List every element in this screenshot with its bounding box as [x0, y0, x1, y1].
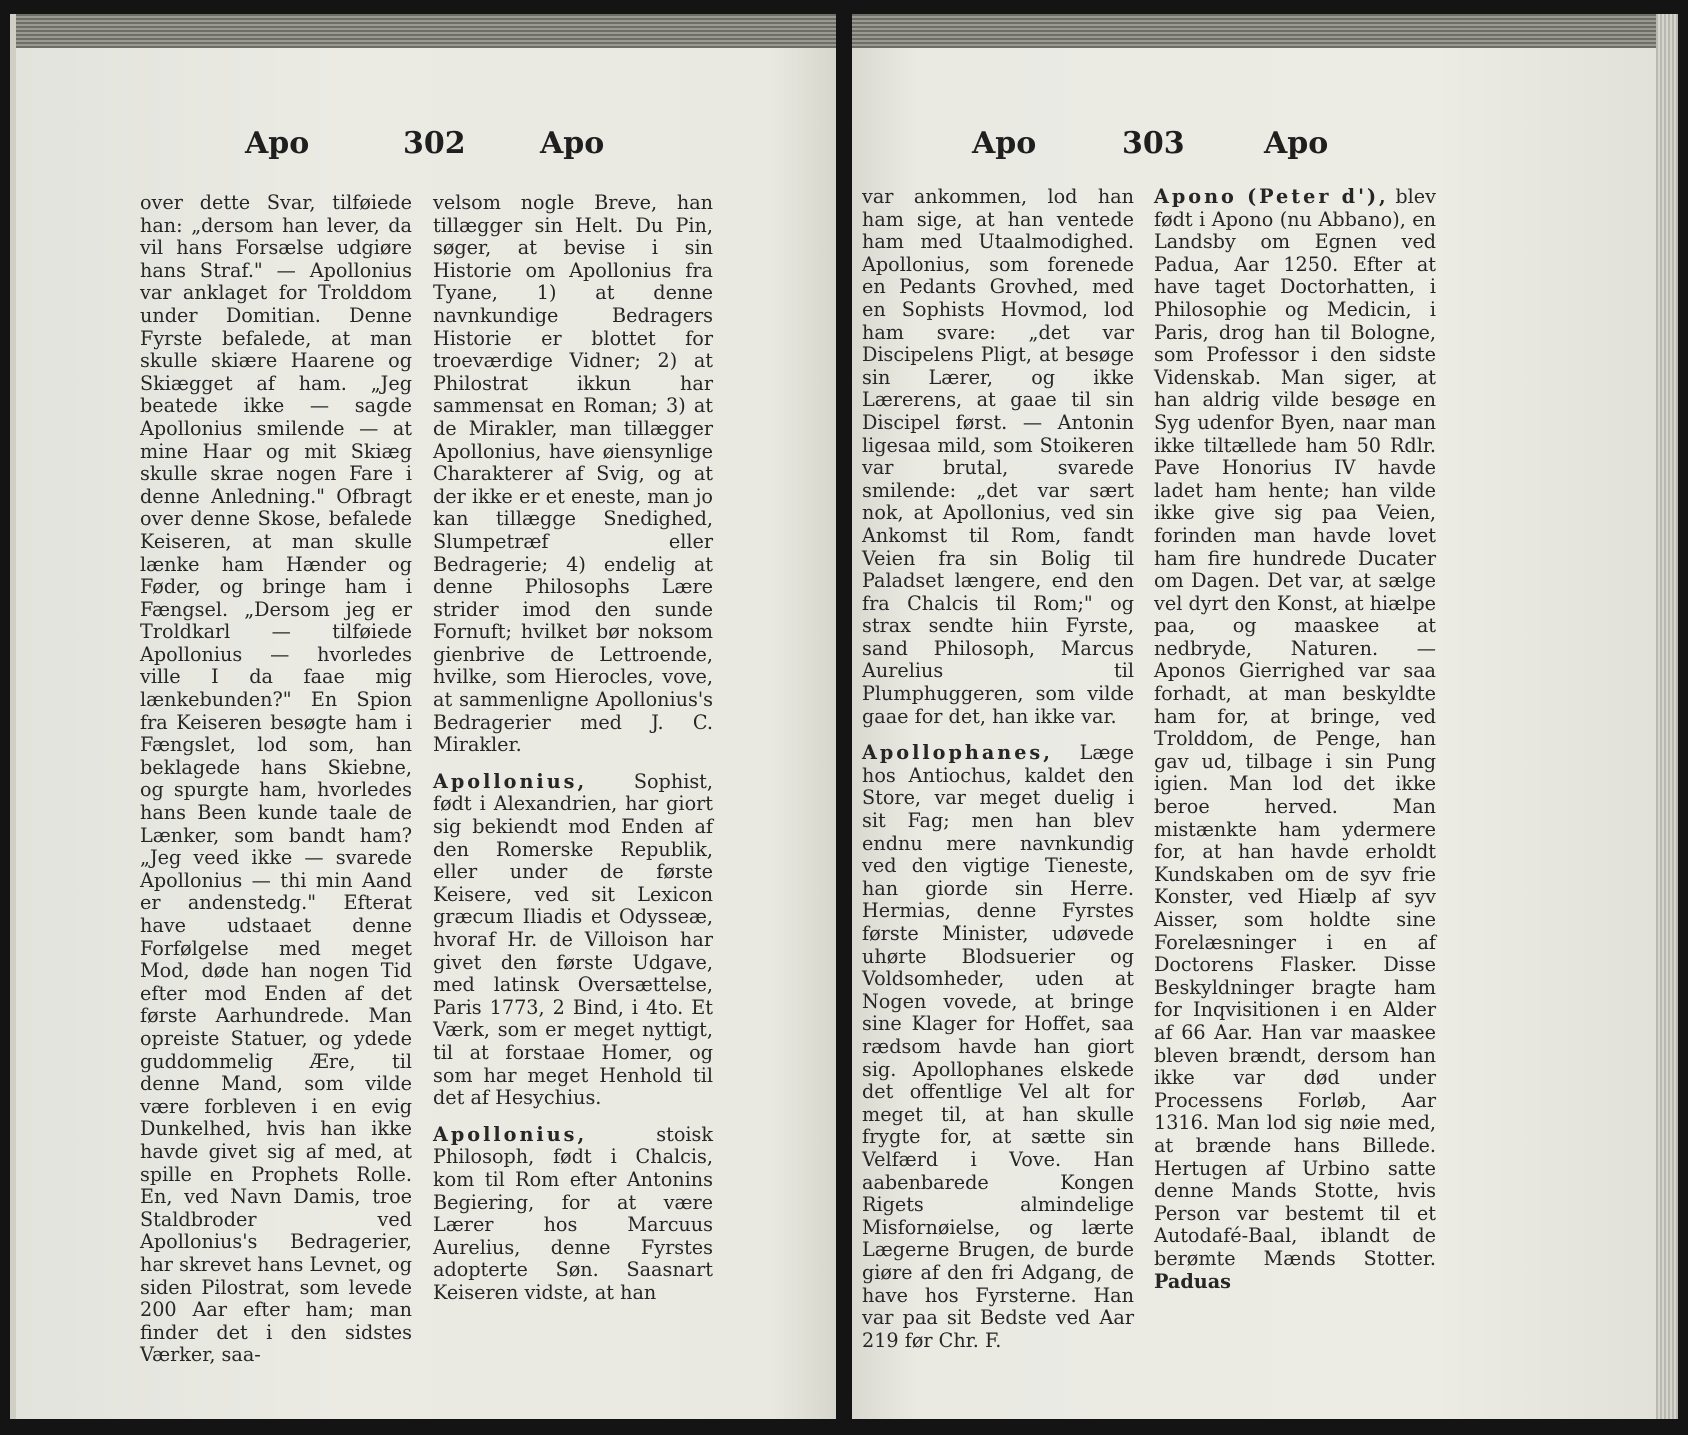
paragraph: var ankommen, lod han ham sige, at han ventede ham med Utaalmodighed. Apollonius, som forenede en Pedants Grovhed, med en Sophists Hovmod, lod ham svare: „det var Discipelens Pligt, at besøge sin Lærer, og ikke Lærerens, at gaae til sin Discipel først. — Antonin ligesaa mild, som Stoikeren var brutal, svarede smilende: „det var sært nok, at Apollonius, ved sin Ankomst til Rom, fandt Veien fra sin Bolig til Paladset længere, end den fra Chalcis til Rom;" og strax sendte hiin Fyrste, sand Philosoph, Marcus Aurelius til Plumphuggeren, som vilde gaae for det, han ikke var. — [862, 185, 1134, 728]
text-column-left — [140, 192, 412, 1381]
page-edge-side — [10, 14, 16, 1419]
entry-body: blev født i Apono (nu Abbano), en Landsby om Egnen ved Padua, Aar 1250. Efter at have taget Doctorhatten, i Philosophie og Medicin, i Paris, drog han til Bologne, som Professor i den sidste Videnskab. Man siger, at han aldrig vilde besøge en Syg udenfor Byen, naar man ikke tiltællede ham 50 Rdlr. Pave Honorius IV havde ladet ham hente; han vilde ikke give sig paa Veien, forinden man havde lovet ham fire hundrede Ducater om Dagen. Det var, at sælge vel dyrt den Konst, at hiælpe paa, og maaskee at nedbryde, Naturen. — Aponos Gierrighed var saa forhadt, at man beskyldte ham for, at bringe, ved Trolddom, de Penge, han gav ud, tilbage i sin Pung igien. Man lod det ikke beroe herved. Man mistænkte ham ydermere for, at han havde erholdt Kundskaben om de syv frie Konster, ved Hiælp af syv Aisser, som holdte sine Forelæsninger i en af Doctorens Flasker. Disse Beskyldninger bragte ham for Inqvisitionen i en Alder af 66 Aar. Han var maaskee bleven brændt, dersom han ikke var død under Processens Forløb, Aar 1316. Man lod sig nøie med, at brænde hans Billede. Hertugen af Urbino satte denne Mands Stotte, hvis Person var bestemt til et Autodafé-Baal, iblandt de berømte Mænds Stotter. — [1154, 185, 1437, 1270]
text-column-right — [1154, 186, 1436, 1307]
page-number: 302 — [403, 126, 466, 161]
page-edge-top — [852, 14, 1678, 48]
page-number: 303 — [1122, 126, 1185, 161]
dictionary-entry — [433, 1124, 713, 1305]
page-edge-side — [1656, 14, 1678, 1419]
entry-body: Sophist, født i Alexandrien, har giort sig bekiendt mod Enden af den Romerske Republik, eller under de første Keisere, ved sit Lexicon græcum Iliadis et Odysseæ, hvoraf Hr. de Villoison har givet den første Udgave, med latinsk Oversættelse, Paris 1773, 2 Bind, i 4to. Et Værk, som er meget nyttigt, til at forstaae Homer, og som har meget Henhold til det af Hesychius. — [433, 769, 713, 1110]
running-head-left: Apo — [245, 126, 310, 161]
running-head-right: Apo — [1264, 126, 1329, 161]
page-edge-top — [10, 14, 836, 48]
catchword: Paduas — [1154, 1269, 1231, 1293]
entry-headword: Apollophanes, — [862, 741, 1053, 765]
right-book-page — [852, 14, 1678, 1419]
book-gutter — [836, 0, 852, 1435]
paragraph: over dette Svar, tilføiede han: „dersom han lever, da vil hans Forsælse udgiøre hans Straf." — Apollonius var anklaget for Trolddom under Domitian. Denne Fyrste befalede, at man skulle skiære Haarene og Skiægget af ham. „Jeg beatede ikke — sagde Apollonius smilende — at mine Haar og mit Skiæg skulle skrae nogen Fare i denne Anledning." Ofbragt over denne Skose, befalede Keiseren, at man skulle lænke ham Hænder og Føder, og bringe ham i Fængsel. „Dersom jeg er Troldkarl — tilføiede Apollonius — hvorledes ville I da faae mig lænkebunden?" En Spion fra Keiseren besøgte ham i Fængslet, lod som, han beklagede hans Skiebne, og spurgte ham, hvorledes hans Been kunde taale de Lænker, som bandt ham? „Jeg veed ikke — svarede Apollonius — thi min Aand er andenstedg." Efterat have udstaaet denne Forfølgelse med meget Mod, døde han nogen Tid efter mod Enden af det første Aarhundrede. Man opreiste Statuer, og ydede guddommelig Ære, til denne Mand, som vilde være forbleven i en evig Dunkelhed, hvis han ikke havde givet sig af med, at spille en Prophets Rolle. En, ved Navn Damis, troe Staldbroder ved Apollonius's Bedragerier, har skrevet hans Levnet, og siden Pilostrat, som levede 200 Aar efter ham; man finder det i den sidstes Værker, saa- — [140, 191, 412, 1367]
paragraph: velsom nogle Breve, han tillægger sin Helt. Du Pin, søger, at bevise i sin Historie om Apollonius fra Tyane, 1) at denne navnkundige Bedragers Historie er blottet for troeværdige Vidner; 2) at Philostrat ikkun har sammensat en Roman; 3) at de Mirakler, man tillægger Apollonius, have øiensynlige Charakterer af Svig, og at der ikke er et eneste, man jo kan tillægge Snedighed, Slumpetræf eller Bedragerie; 4) endelig at denne Philosophs Lære strider imod den sunde Fornuft; hvilket bør noksom gienbrive de Lettroende, hvilke, som Hierocles, vove, at sammenligne Apollonius's Bedragerier med J. C. Mirakler. — [433, 191, 713, 757]
dictionary-entry — [1154, 186, 1436, 1293]
entry-body: Læge hos Antiochus, kaldet den Store, var meget duelig i sit Fag; men han blev endnu mere navnkundig ved den vigtige Tieneste, han giorde sin Herre. Hermias, denne Fyrstes første Minister, udøvede uhørte Blodsuerier og Voldsomheder, uden at Nogen vovede, at bringe sine Klager for Hoffet, saa rædsom havde han giort sig. Apollophanes elskede det offentlige Vel alt for meget til, at han skulle frygte for, at sætte sin Velfærd i Vove. Han aabenbarede Kongen Rigets almindelige Misfornøielse, og lærte Lægerne Brugen, de burde giøre af den fri Adgang, de have hos Fyrsterne. Han var paa sit Bedste ved Aar 219 før Chr. F. — [862, 741, 1134, 1352]
dictionary-entry — [862, 742, 1134, 1352]
dictionary-entry — [433, 771, 713, 1110]
entry-headword: Apollonius, — [433, 769, 588, 793]
left-book-page — [10, 14, 836, 1419]
entry-body: stoisk Philosoph, født i Chalcis, kom til Rom efter Antonins Begiering, for at være Lærer hos Marcuus Aurelius, denne Fyrstes adopterte Søn. Saasnart Keiseren vidste, at han — [433, 1122, 713, 1304]
text-column-right — [433, 192, 713, 1319]
entry-headword: Apollonius, — [433, 1122, 588, 1146]
running-head-left: Apo — [972, 126, 1037, 161]
running-head-right: Apo — [540, 126, 605, 161]
entry-headword: Apono (Peter d'), — [1154, 185, 1389, 208]
text-column-left — [862, 186, 1134, 1366]
